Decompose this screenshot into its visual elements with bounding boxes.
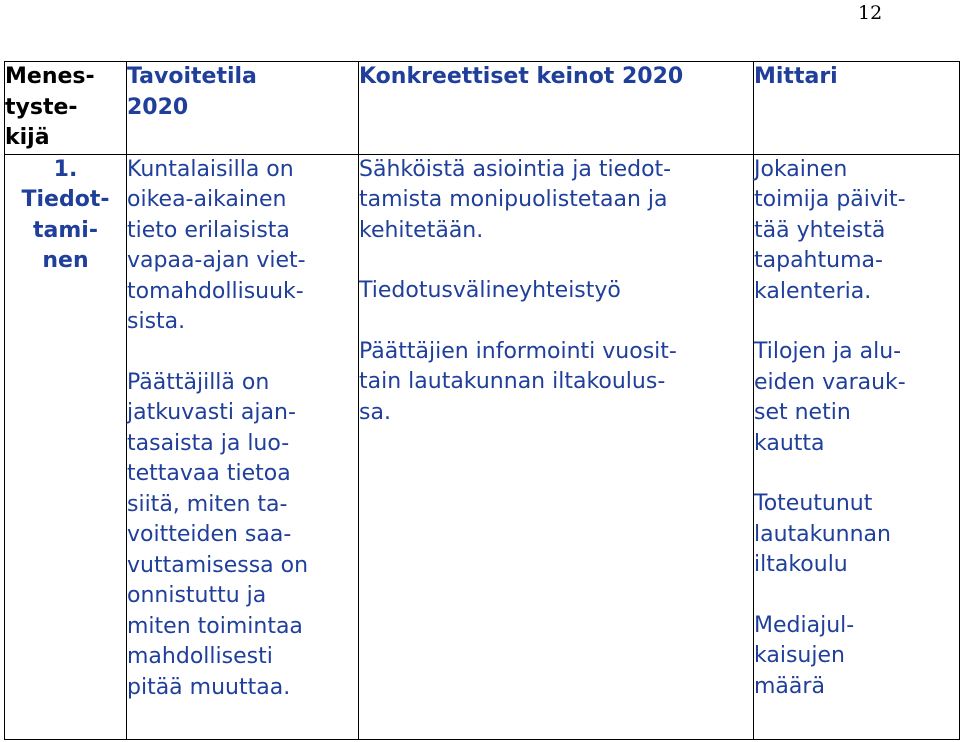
means-media-cooperation: Tiedotusvälineyhteistyö: [359, 278, 621, 303]
metric-media-publications: Mediajul- kaisujen määrä: [754, 612, 855, 699]
step-title-line: nen: [42, 248, 89, 273]
target-state-cell: [127, 154, 359, 740]
metric-evening-school: Toteutunut lautakunnan iltakoulu: [754, 491, 891, 577]
header-metric: Mittari: [754, 62, 960, 155]
page-number: 12: [858, 2, 883, 24]
content-row: [5, 154, 960, 740]
means-electronic-services: Sähköistä asiointia ja tiedot- tamista monipuolistetaan ja kehitetään.: [359, 156, 672, 243]
target-paragraph-residents: Kuntalaisilla on oikea-aikainen tieto erilaisista vapaa-ajan viet- tomahdollisuuk- sista.: [127, 156, 306, 334]
step-number: 1.: [53, 156, 78, 182]
step-title: Tiedot-: [21, 187, 110, 212]
header-target-state: Tavoitetila 2020: [127, 62, 359, 155]
header-row: [5, 62, 960, 155]
header-concrete-means: Konkreettiset keinot 2020: [359, 62, 754, 155]
metric-online-reservations: Tilojen ja alu- eiden varauk- set netin kautta: [754, 339, 906, 456]
metric-cell: [754, 154, 960, 740]
target-paragraph-decision-makers: Päättäjillä on jatkuvasti ajan- tasaista ja luo- tettavaa tietoa siitä, miten ta- voitteiden saa- vuttamisessa on onnistuttu ja miten toimintaa mahdollisesti pitää muuttaa.: [127, 369, 309, 700]
metric-shared-calendar: Jokainen toimija päivit- tää yhteistä tapahtuma- kalenteria.: [754, 156, 906, 304]
success-factor-cell: [5, 154, 127, 740]
step-title-line: tami-: [33, 217, 98, 243]
strategy-table: [4, 61, 960, 740]
header-success-factor: Menes- tyste- kijä: [5, 62, 127, 155]
means-decision-maker-briefing: Päättäjien informointi vuosit- tain lautakunnan iltakoulus- sa.: [359, 338, 677, 425]
concrete-means-cell: [359, 154, 754, 740]
